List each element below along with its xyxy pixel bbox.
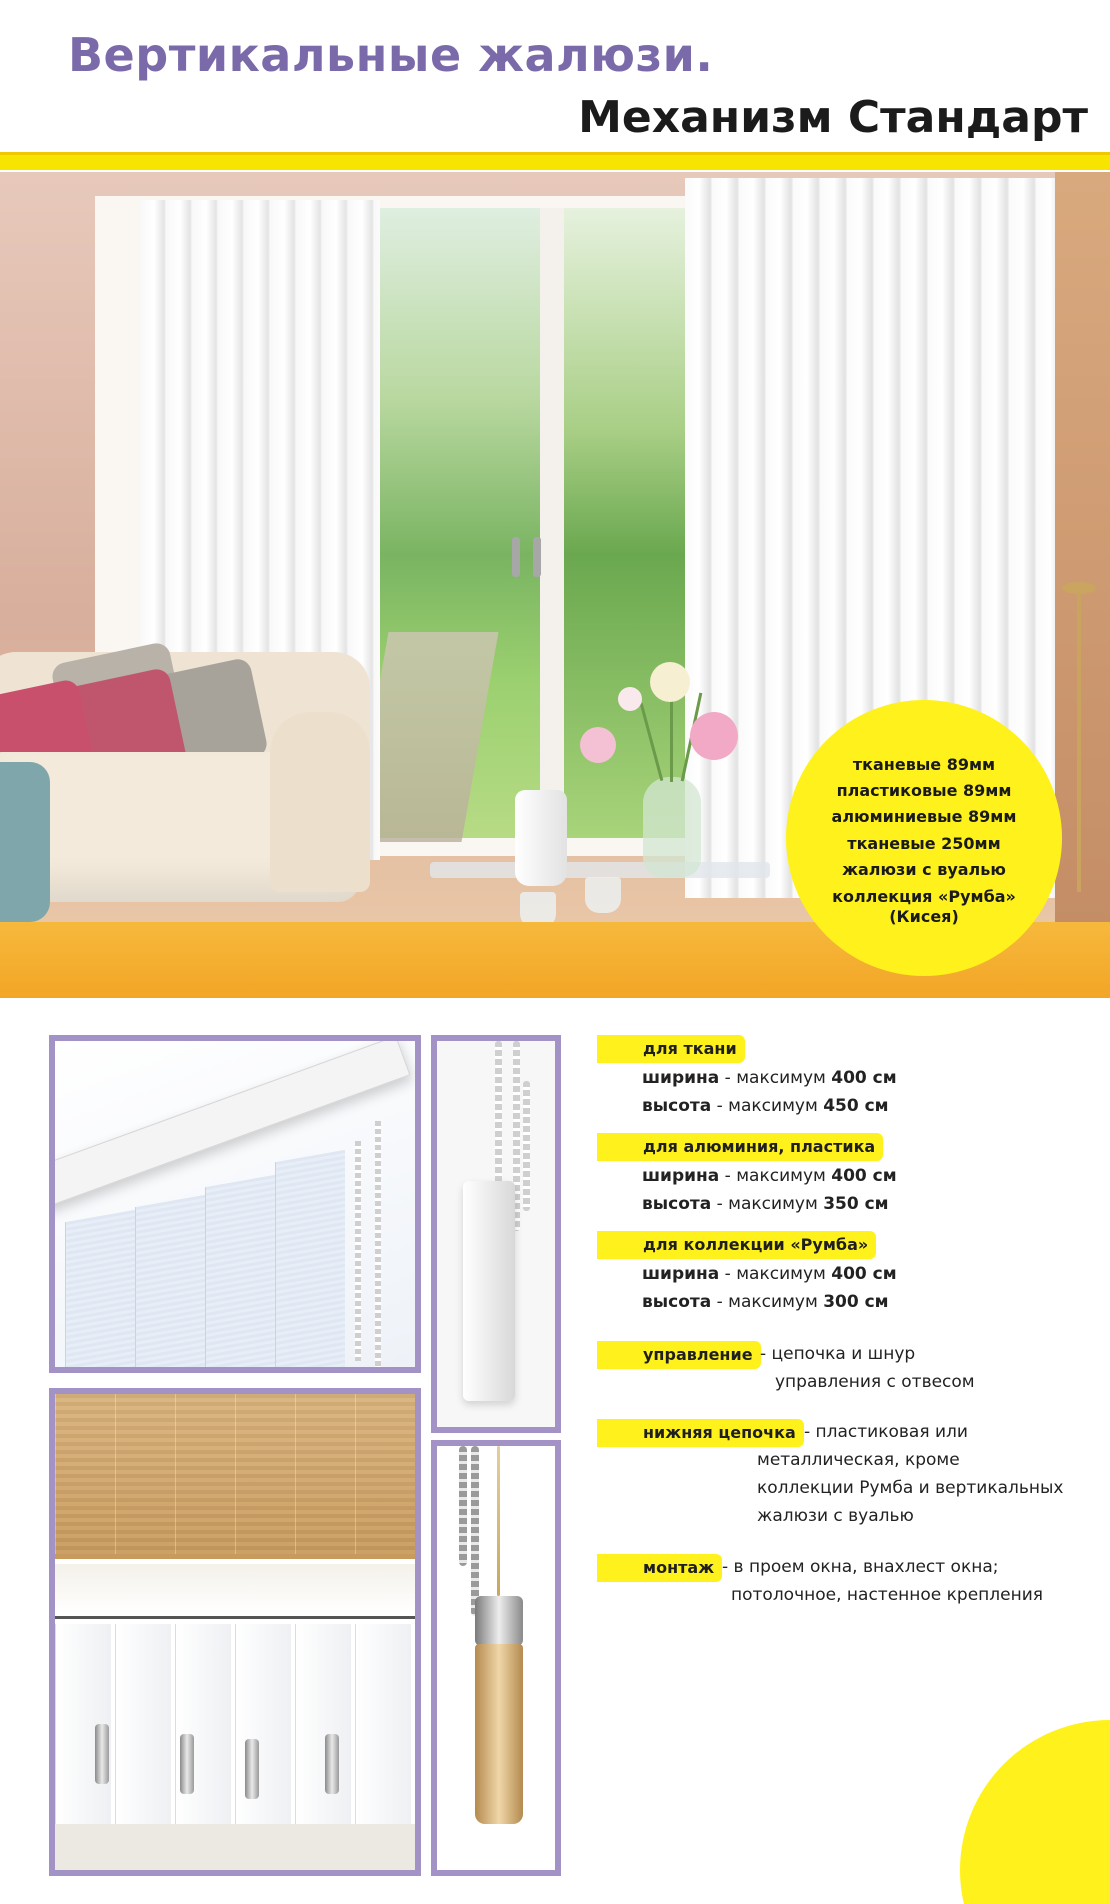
badge-item: пластиковые 89мм [836, 781, 1012, 801]
materials-badge [786, 700, 1062, 976]
door-handle [533, 537, 541, 577]
control-line-2: управления с отвесом [775, 1372, 975, 1392]
spec-number: 450 см [823, 1096, 889, 1116]
spec-number: 400 см [831, 1264, 897, 1284]
spec-number: 300 см [823, 1292, 889, 1312]
mounting-line-1: - в проем окна, внахлест окна; [722, 1557, 999, 1577]
badge-item: алюминиевые 89мм [831, 807, 1017, 827]
door-handle [512, 537, 520, 577]
control-line-1: - цепочка и шнур [760, 1344, 916, 1364]
title-line-1: Вертикальные жалюзи. [68, 28, 714, 82]
spec-value: - максимум [711, 1292, 824, 1312]
aluminum-height [642, 1194, 889, 1214]
weight-photo [431, 1440, 561, 1876]
lamp-pole [1077, 592, 1081, 892]
badge-item: (Кисея) [889, 906, 959, 926]
header-divider [0, 152, 1110, 170]
label-mounting: монтаж [597, 1554, 722, 1582]
separator [55, 1616, 415, 1619]
label-control: управление [597, 1341, 761, 1369]
title-line-2: Механизм Стандарт [578, 92, 1088, 143]
pitcher [515, 790, 567, 886]
spec-key: высота [642, 1096, 712, 1116]
spec-number: 350 см [823, 1194, 889, 1214]
peony-flower [690, 712, 738, 760]
slat [175, 1394, 235, 1554]
slat [115, 1394, 175, 1554]
spec-key: ширина [642, 1264, 720, 1284]
fabric-width [642, 1068, 897, 1088]
spec-value: - максимум [719, 1264, 832, 1284]
slat [295, 1394, 355, 1554]
gold-weight [475, 1644, 523, 1824]
sofa-arm [270, 712, 370, 892]
control-holder-photo [431, 1035, 561, 1433]
blanket [0, 762, 50, 922]
garden-view-right [555, 208, 695, 838]
slat-weight [180, 1734, 194, 1794]
badge-item: жалюзи с вуалью [842, 860, 1006, 880]
spec-key: высота [642, 1292, 712, 1312]
spec-key: ширина [642, 1068, 720, 1088]
wall [1055, 172, 1110, 924]
spec-value: - максимум [719, 1166, 832, 1186]
weight-cap [475, 1596, 523, 1646]
fabric-height [642, 1096, 889, 1116]
fabric-edge [55, 1564, 415, 1614]
corner-decoration-purple [811, 1571, 1110, 1904]
cord [497, 1446, 500, 1596]
slat [275, 1150, 345, 1373]
rose-flower [580, 727, 616, 763]
badge-item: коллекция «Румба» [832, 886, 1016, 906]
bottom-chain-line-3: коллекции Румба и вертикальных [757, 1478, 1064, 1498]
label-fabric: для ткани [597, 1035, 745, 1063]
spec-key: высота [642, 1194, 712, 1214]
slat-weight [245, 1739, 259, 1799]
spec-value: - максимум [719, 1068, 832, 1088]
badge-item: тканевые 89мм [852, 754, 996, 774]
slat [55, 1394, 115, 1554]
spec-key: ширина [642, 1166, 720, 1186]
window-frame [552, 208, 564, 838]
slat [235, 1394, 295, 1554]
spec-value: - максимум [711, 1096, 824, 1116]
badge-item: тканевые 250мм [847, 833, 1001, 853]
floor [55, 1824, 415, 1876]
rumba-height [642, 1292, 889, 1312]
slat [65, 1210, 135, 1373]
spec-number: 400 см [831, 1166, 897, 1186]
label-rumba: для коллекции «Румба» [597, 1231, 876, 1259]
metal-chain [459, 1446, 467, 1566]
chain-holder [463, 1181, 515, 1401]
cornice-photo [49, 1035, 421, 1373]
cup [520, 892, 556, 924]
aluminum-width [642, 1166, 897, 1186]
slat-weight [95, 1724, 109, 1784]
cup [585, 877, 621, 913]
control-chain [375, 1121, 381, 1371]
metal-chain [471, 1446, 479, 1616]
rumba-width [642, 1264, 897, 1284]
window-frame [540, 208, 552, 838]
glass-table [430, 862, 770, 878]
mounting-line-2: потолочное, настенное крепления [731, 1585, 1043, 1605]
bottom-chain-line-4: жалюзи с вуалью [757, 1506, 914, 1526]
control-chain [355, 1141, 361, 1361]
bottom-chain-photo [49, 1388, 421, 1876]
label-bottom-chain: нижняя цепочка [597, 1419, 804, 1447]
spec-number: 400 см [831, 1068, 897, 1088]
label-aluminum: для алюминия, пластика [597, 1133, 883, 1161]
bead-chain [495, 1041, 502, 1191]
lily-flower [650, 662, 690, 702]
bead-chain [523, 1081, 530, 1211]
bottom-chain-line-2: металлическая, кроме [757, 1450, 960, 1470]
spec-value: - максимум [711, 1194, 824, 1214]
vase [643, 777, 701, 877]
slat [355, 1394, 415, 1554]
bottom-chain-line-1: - пластиковая или [804, 1422, 968, 1442]
slat-weight [325, 1734, 339, 1794]
slat [205, 1175, 275, 1373]
slat [135, 1195, 205, 1373]
flower-bud [618, 687, 642, 711]
